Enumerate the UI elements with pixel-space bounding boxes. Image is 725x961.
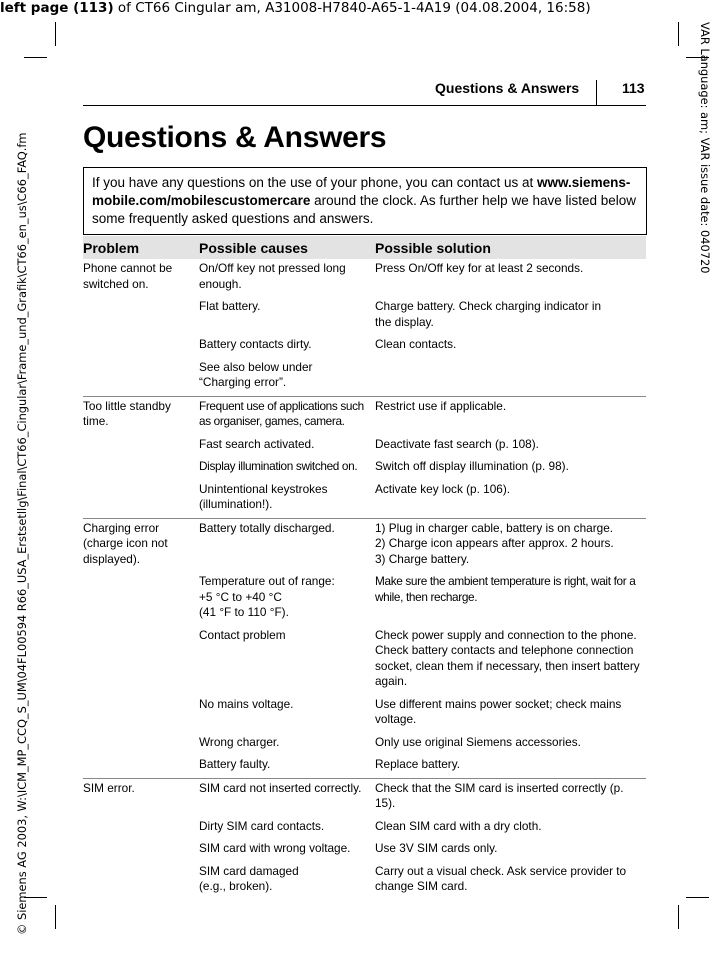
print-job-details: of CT66 Cingular am, A31008-H7840-A65-1-4A19 (04.08.2004, 16:58)	[113, 0, 591, 16]
solution-cell: Only use original Siemens accessories.	[375, 734, 581, 749]
solution-cell: Use different mains power socket; check mains voltage.	[375, 696, 622, 726]
crop-mark	[55, 905, 56, 929]
cause-cell: Frequent use of applications such as organiser, games, camera.	[199, 396, 375, 435]
print-job-header	[0, 0, 725, 16]
table-row	[83, 778, 646, 817]
cause-cell: Temperature out of range: +5 °C to +40 °C (41 °F to 110 °F).	[199, 574, 335, 619]
problem-cell	[83, 518, 199, 778]
solution-cell: Switch off display illumination (p. 98).	[375, 459, 569, 473]
cause-cell: Battery faulty.	[199, 757, 271, 771]
column-header-causes: Possible causes	[199, 236, 375, 259]
solution-cell: Clean contacts.	[375, 337, 457, 351]
crop-mark	[678, 905, 679, 929]
solution-cell: Restrict use if applicable.	[375, 396, 646, 435]
solution-cell: Use 3V SIM cards only.	[375, 841, 498, 855]
cause-cell: Display illumination switched on.	[199, 459, 358, 473]
var-language-margin-text: VAR Language: am; VAR issue date: 040720	[698, 22, 712, 274]
table-row	[83, 518, 646, 572]
cause-cell: Wrong charger.	[199, 734, 280, 749]
page-number: 113	[622, 80, 645, 96]
solution-cell	[375, 358, 646, 397]
cause-cell: Contact problem	[199, 627, 286, 642]
cause-cell: Dirty SIM card contacts.	[199, 818, 325, 833]
cause-cell: Flat battery.	[199, 299, 261, 313]
solution-cell: Clean SIM card with a dry cloth.	[375, 818, 542, 833]
crop-mark	[678, 22, 679, 46]
cause-cell: Fast search activated.	[199, 436, 315, 451]
crop-mark	[55, 22, 56, 46]
solution-cell: 1) Plug in charger cable, battery is on charge. 2) Charge icon appears after approx. 2 hours. 3) Charge battery.	[375, 518, 646, 572]
column-header-problem: Problem	[83, 236, 199, 259]
cause-text: Unintentional keystrokes (illumination!).	[199, 481, 328, 511]
cause-cell	[199, 480, 375, 519]
running-header-title: Questions & Answers	[435, 80, 580, 96]
intro-text-after: around the clock. As further help we have listed below some frequently asked questions and answers.	[92, 193, 637, 226]
table-row	[83, 396, 646, 435]
solution-cell: Check power supply and connection to the phone. Check battery contacts and telephone connection socket, clean them if necessary, then insert battery again.	[375, 627, 640, 688]
support-url: www.siemens-mobile.com/mobilescustomercare	[92, 175, 631, 208]
page-title: Questions & Answers	[83, 121, 387, 154]
solution-cell: Carry out a visual check. Ask service provider to change SIM card.	[375, 863, 627, 893]
table-row	[83, 259, 646, 297]
cause-cell: Battery totally discharged.	[199, 518, 375, 572]
table-header-row	[83, 236, 646, 259]
faq-table	[83, 236, 646, 900]
cause-cell	[199, 358, 375, 397]
header-rule	[83, 105, 646, 106]
solution-cell: Replace battery.	[375, 757, 461, 771]
cause-cell: SIM card with wrong voltage.	[199, 841, 351, 855]
file-path-margin-text: © Siemens AG 2003, W:\ICM_MP_CCQ_S_UM\04FL00594 R66_USA_Erstsetllg\Final\CT66_Cingular\Frame_und_Grafik\CT66_en_us\C66_FAQ.fm	[15, 132, 29, 935]
solution-cell: Check that the SIM card is inserted correctly (p. 15).	[375, 778, 646, 817]
cause-cell: No mains voltage.	[199, 696, 294, 711]
problem-cell: Too little standby time.	[83, 396, 199, 518]
problem-cell: SIM error.	[83, 778, 199, 900]
problem-text: Charging error (charge icon not displayed).	[83, 520, 168, 566]
crop-mark	[686, 897, 709, 898]
cause-cell: SIM card damaged (e.g., broken).	[199, 863, 299, 893]
solution-cell: Make sure the ambient temperature is right, wait for a while, then recharge.	[375, 574, 636, 604]
column-header-solution: Possible solution	[375, 236, 646, 259]
intro-text-before: If you have any questions on the use of your phone, you can contact us at	[92, 175, 538, 190]
cause-cell: Battery contacts dirty.	[199, 337, 312, 351]
cause-cell: On/Off key not pressed long enough.	[199, 261, 346, 291]
print-job-page: left page (113)	[0, 0, 114, 16]
header-divider	[596, 80, 597, 105]
solution-cell	[375, 297, 646, 335]
intro-box	[83, 167, 647, 235]
cause-cell: SIM card not inserted correctly.	[199, 778, 375, 817]
solution-cell: Press On/Off key for at least 2 seconds.	[375, 261, 584, 275]
solution-text: Charge battery. Check charging indicator in the display.	[375, 299, 602, 329]
cause-text: See also below under “Charging error”.	[199, 359, 313, 389]
solution-cell: Activate key lock (p. 106).	[375, 481, 511, 496]
solution-cell: Deactivate fast search (p. 108).	[375, 436, 539, 451]
problem-cell: Phone cannot be switched on.	[83, 261, 173, 291]
